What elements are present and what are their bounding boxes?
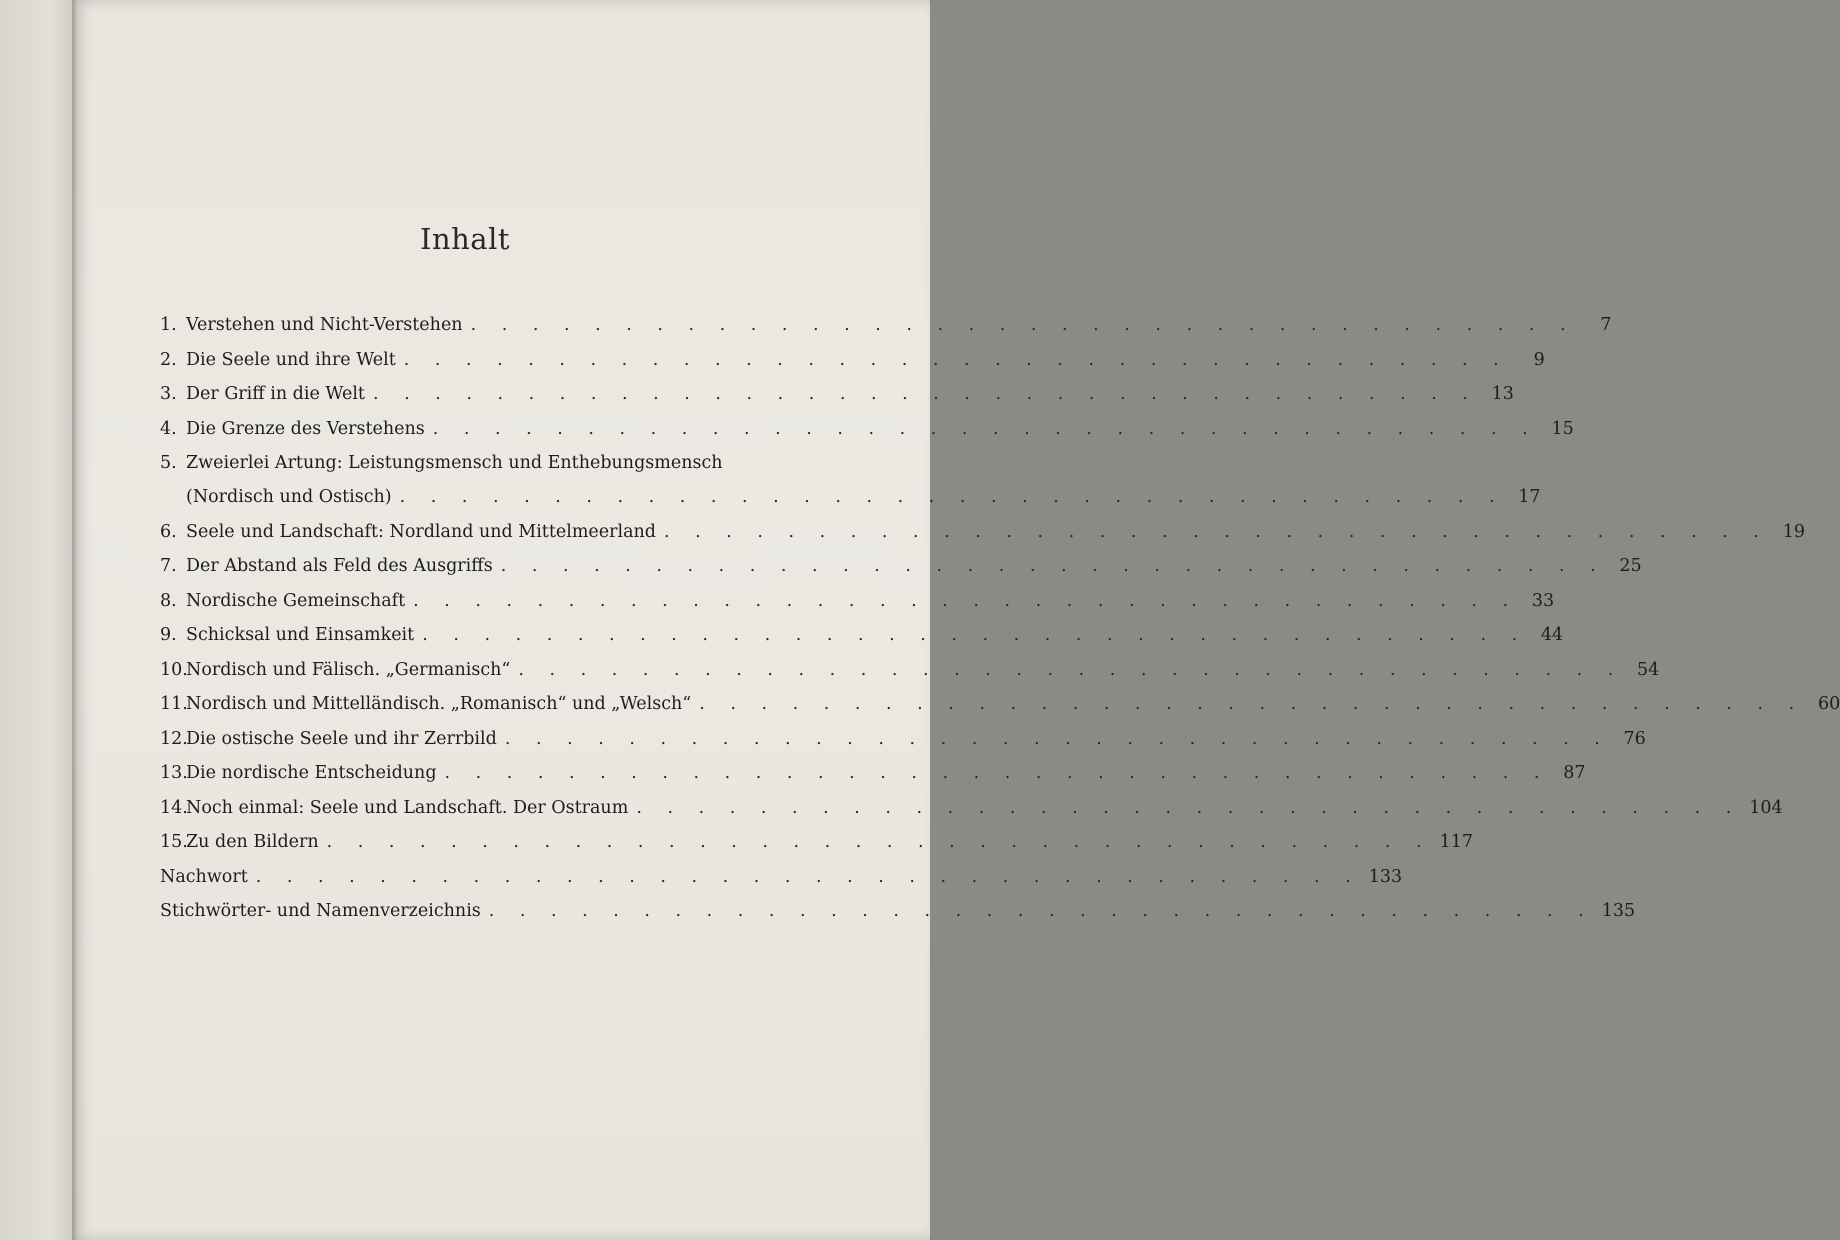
toc-entry-title: Nordisch und Fälisch. „Germanisch“ — [186, 659, 511, 680]
toc-entry-continuation — [160, 480, 1541, 515]
toc-entry — [160, 687, 1840, 722]
toc-entry-title: Nordisch und Mittelländisch. „Romanisch“ und „Welsch“ — [186, 694, 692, 714]
dot-leader: . . . . . . . . . . . . . . . . . . . . . . . . . . . . . . . . . . . . — [403, 349, 1509, 370]
left-page-edge — [0, 0, 73, 1240]
dot-leader: . . . . . . . . . . . . . . . . . . . . . . . . . . . . . . . . . . . . — [664, 521, 1769, 542]
toc-entry-page: 19 — [1782, 521, 1805, 542]
toc-entry — [160, 308, 1612, 343]
toc-entry-page: 9 — [1533, 349, 1545, 370]
toc-entry — [160, 722, 1646, 757]
toc-entry — [160, 756, 1586, 791]
toc-entry-page: 135 — [1601, 901, 1636, 921]
toc-entry-page: 104 — [1749, 797, 1783, 818]
toc-entry-title: Stichwörter- und Namenverzeichnis — [160, 901, 481, 921]
toc-entry-title: Schicksal und Einsamkeit — [186, 625, 415, 645]
toc-entry-number: 12. — [160, 728, 188, 749]
dot-leader: . . . . . . . . . . . . . . . . . . . . . . . . . . . . . . . . . . . . — [399, 487, 1505, 507]
toc-entry-number: 10. — [160, 659, 188, 680]
toc-entry-title: Zu den Bildern — [186, 832, 319, 852]
dot-leader: . . . . . . . . . . . . . . . . . . . . . . . . . . . . . . . . . . . . — [444, 763, 1550, 783]
dot-leader: . . . . . . . . . . . . . . . . . . . . . . . . . . . . . . . . . . . . — [488, 901, 1594, 921]
toc-entry — [160, 894, 1636, 929]
toc-entry-page: 76 — [1623, 728, 1646, 749]
toc-entry — [160, 653, 1660, 688]
toc-entry-page: 15 — [1551, 418, 1574, 439]
dot-leader: . . . . . . . . . . . . . . . . . . . . . . . . . . . . . . . . . . . . — [500, 556, 1606, 576]
toc-entry-number: 8. — [160, 590, 177, 611]
toc-entry-title: Verstehen und Nicht-Verstehen — [186, 315, 463, 335]
toc-entry — [160, 825, 1474, 860]
toc-entry — [160, 860, 1403, 895]
toc-entry-number: 9. — [160, 625, 177, 645]
toc-entry-title: Seele und Landschaft: Nordland und Mittelmeerland — [186, 521, 657, 542]
page-title: Inhalt — [419, 222, 511, 256]
toc-entry — [160, 377, 1514, 412]
toc-entry — [160, 791, 1783, 826]
toc-entry-page: 25 — [1619, 556, 1642, 576]
toc-entry-number: 13. — [160, 763, 188, 783]
toc-entry-title: Die Grenze des Verstehens — [186, 418, 425, 439]
toc-entry-page: 117 — [1439, 832, 1474, 852]
toc-entry-page: 17 — [1518, 487, 1541, 507]
toc-entry-title: Die Seele und ihre Welt — [186, 349, 396, 370]
toc-entry-page: 87 — [1563, 763, 1586, 783]
table-of-contents — [160, 308, 1840, 929]
toc-entry-page: 44 — [1540, 625, 1564, 645]
toc-entry — [160, 515, 1805, 550]
toc-entry-title: Der Abstand als Feld des Ausgriffs — [186, 556, 493, 576]
dot-leader: . . . . . . . . . . . . . . . . . . . . . . . . . . . . . . . . . . . . — [422, 625, 1528, 645]
toc-entry-number: 7. — [160, 556, 177, 576]
toc-entry — [160, 446, 775, 480]
toc-entry-title: Zweierlei Artung: Leistungsmensch und Enthebungsmensch — [186, 453, 723, 473]
toc-entry-title: Noch einmal: Seele und Landschaft. Der Ostraum — [186, 797, 629, 818]
toc-entry-title: Nachwort — [160, 866, 248, 887]
toc-entry — [160, 549, 1642, 584]
toc-entry-number: 5. — [160, 453, 177, 473]
dot-leader: . . . . . . . . . . . . . . . . . . . . . . . . . . . . . . . . . . . . — [636, 797, 1742, 818]
toc-entry-number: 14. — [160, 797, 188, 818]
toc-entry-page: 7 — [1600, 315, 1612, 335]
toc-entry-number: 2. — [160, 349, 177, 370]
toc-entry — [160, 412, 1574, 447]
toc-entry-title-continued: (Nordisch und Ostisch) — [186, 487, 392, 507]
dot-leader: . . . . . . . . . . . . . . . . . . . . . . . . . . . . . . . . . . . . — [470, 315, 1576, 335]
dot-leader: . . . . . . . . . . . . . . . . . . . . . . . . . . . . . . . . . . . . — [518, 659, 1624, 680]
toc-entry-number: 11. — [160, 694, 188, 714]
toc-entry-number: 15. — [160, 832, 188, 852]
dot-leader: . . . . . . . . . . . . . . . . . . . . . . . . . . . . . . . . . . . . — [413, 590, 1519, 611]
toc-entry — [160, 343, 1545, 378]
dot-leader: . . . . . . . . . . . . . . . . . . . . . . . . . . . . . . . . . . . . — [255, 866, 1361, 887]
dot-leader: . . . . . . . . . . . . . . . . . . . . . . . . . . . . . . . . . . . . — [432, 418, 1538, 439]
toc-entry-title: Der Griff in die Welt — [186, 384, 365, 404]
toc-entry-number: 4. — [160, 418, 177, 439]
toc-entry-page: 13 — [1491, 384, 1514, 404]
toc-entry-page: 133 — [1368, 866, 1403, 887]
toc-entry-page: 54 — [1637, 659, 1660, 680]
dot-leader: . . . . . . . . . . . . . . . . . . . . . . . . . . . . . . . . . . . . — [504, 728, 1610, 749]
toc-entry — [160, 618, 1564, 653]
page-gutter-shadow — [72, 0, 78, 1240]
toc-entry-number: 3. — [160, 384, 177, 404]
toc-entry-title: Nordische Gemeinschaft — [186, 590, 406, 611]
dot-leader: . . . . . . . . . . . . . . . . . . . . . . . . . . . . . . . . . . . . — [372, 384, 1478, 404]
dot-leader: . . . . . . . . . . . . . . . . . . . . . . . . . . . . . . . . . . . . — [326, 832, 1432, 852]
toc-entry-number: 1. — [160, 315, 177, 335]
toc-entry-number: 6. — [160, 521, 177, 542]
toc-entry-page: 60 — [1817, 694, 1840, 714]
toc-entry-title: Die nordische Entscheidung — [186, 763, 437, 783]
dot-leader: . . . . . . . . . . . . . . . . . . . . . . . . . . . . . . . . . . . . — [699, 694, 1805, 714]
toc-entry-page: 33 — [1531, 590, 1555, 611]
toc-entry — [160, 584, 1555, 619]
toc-entry-title: Die ostische Seele und ihr Zerrbild — [186, 728, 497, 749]
